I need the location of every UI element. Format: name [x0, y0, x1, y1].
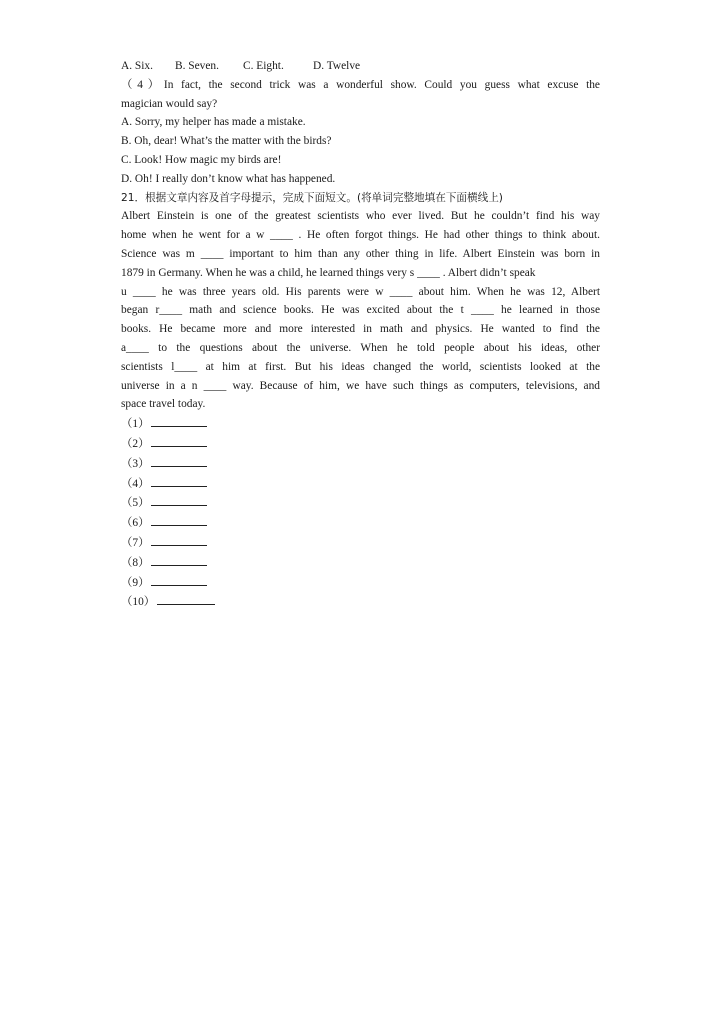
- passage-line-10: universe in a n ____ way. Because of him, we have such things as computers, televisions, and: [121, 379, 600, 392]
- answer-underline[interactable]: [151, 513, 207, 526]
- q3-option-d: D. Twelve: [313, 60, 361, 72]
- passage-line-9: scientists l____ at him at first. But his ideas changed the world, scientists looked at the: [121, 360, 600, 373]
- q21-instruction: 21．根据文章内容及首字母提示，完成下面短文。(将单词完整地填在下面横线上): [121, 191, 503, 204]
- q3-options: [121, 57, 600, 76]
- q4-option-b: B. Oh, dear! What’s the matter with the birds?: [121, 135, 332, 148]
- answer-underline[interactable]: [151, 474, 207, 487]
- passage-line-4: 1879 in Germany. When he was a child, he learned things very s ____ . Albert didn’t speak: [121, 266, 536, 279]
- answer-blank-4[interactable]: [121, 474, 600, 494]
- answer-blank-1[interactable]: [121, 414, 600, 434]
- passage-line-8: a____ to the questions about the universe. When he told people about his ideas, other: [121, 341, 600, 354]
- q4-option-a: A. Sorry, my helper has made a mistake.: [121, 116, 306, 129]
- answer-label-10: （10）: [121, 596, 156, 609]
- answer-underline[interactable]: [151, 454, 207, 467]
- passage-line-7: books. He became more and more interested in math and physics. He wanted to find the: [121, 323, 600, 336]
- q4-stem-line-2: magician would say?: [121, 97, 218, 110]
- answer-underline[interactable]: [157, 592, 215, 605]
- answer-blank-9[interactable]: [121, 573, 600, 593]
- passage-line-2: home when he went for a w ____ . He often forgot things. He had other things to think about.: [121, 229, 600, 242]
- document-page: [121, 57, 600, 612]
- answer-underline[interactable]: [151, 434, 207, 447]
- answer-label-8: （8）: [121, 556, 150, 569]
- passage-line-1: Albert Einstein is one of the greatest scientists who ever lived. But he couldn’t find his way: [121, 210, 600, 223]
- answer-underline[interactable]: [151, 493, 207, 506]
- answer-blank-7[interactable]: [121, 533, 600, 553]
- answer-underline[interactable]: [151, 414, 207, 427]
- q3-option-a: A. Six.: [121, 60, 153, 72]
- passage-line-3: Science was m ____ important to him than any other thing in life. Albert Einstein was born in: [121, 247, 600, 260]
- answer-label-3: （3）: [121, 457, 150, 470]
- answer-blank-2[interactable]: [121, 434, 600, 454]
- q4-stem-line-1: （4）In fact, the second trick was a wonderful show. Could you guess what excuse the: [121, 78, 600, 91]
- answer-underline[interactable]: [151, 573, 207, 586]
- answer-label-2: （2）: [121, 437, 150, 450]
- q4-option-c: C. Look! How magic my birds are!: [121, 153, 282, 166]
- answer-label-6: （6）: [121, 517, 150, 530]
- answer-label-7: （7）: [121, 536, 150, 549]
- q4-option-d: D. Oh! I really don’t know what has happened.: [121, 172, 336, 185]
- answer-blank-10[interactable]: [121, 592, 600, 612]
- answer-underline[interactable]: [151, 533, 207, 546]
- answer-blank-3[interactable]: [121, 454, 600, 474]
- passage-line-6: began r____ math and science books. He was excited about the t ____ he learned in those: [121, 304, 600, 317]
- answer-label-4: （4）: [121, 477, 150, 490]
- answer-underline[interactable]: [151, 553, 207, 566]
- passage-line-5: u ____ he was three years old. His parents were w ____ about him. When he was 12, Albert: [121, 285, 600, 298]
- q3-option-b: B. Seven.: [175, 60, 219, 72]
- answer-label-5: （5）: [121, 497, 150, 510]
- q3-option-c: C. Eight.: [243, 60, 284, 72]
- answer-blank-5[interactable]: [121, 493, 600, 513]
- passage-line-11: space travel today.: [121, 398, 206, 411]
- answer-blank-6[interactable]: [121, 513, 600, 533]
- answer-label-1: （1）: [121, 418, 150, 431]
- answer-blank-8[interactable]: [121, 553, 600, 573]
- answer-label-9: （9）: [121, 576, 150, 589]
